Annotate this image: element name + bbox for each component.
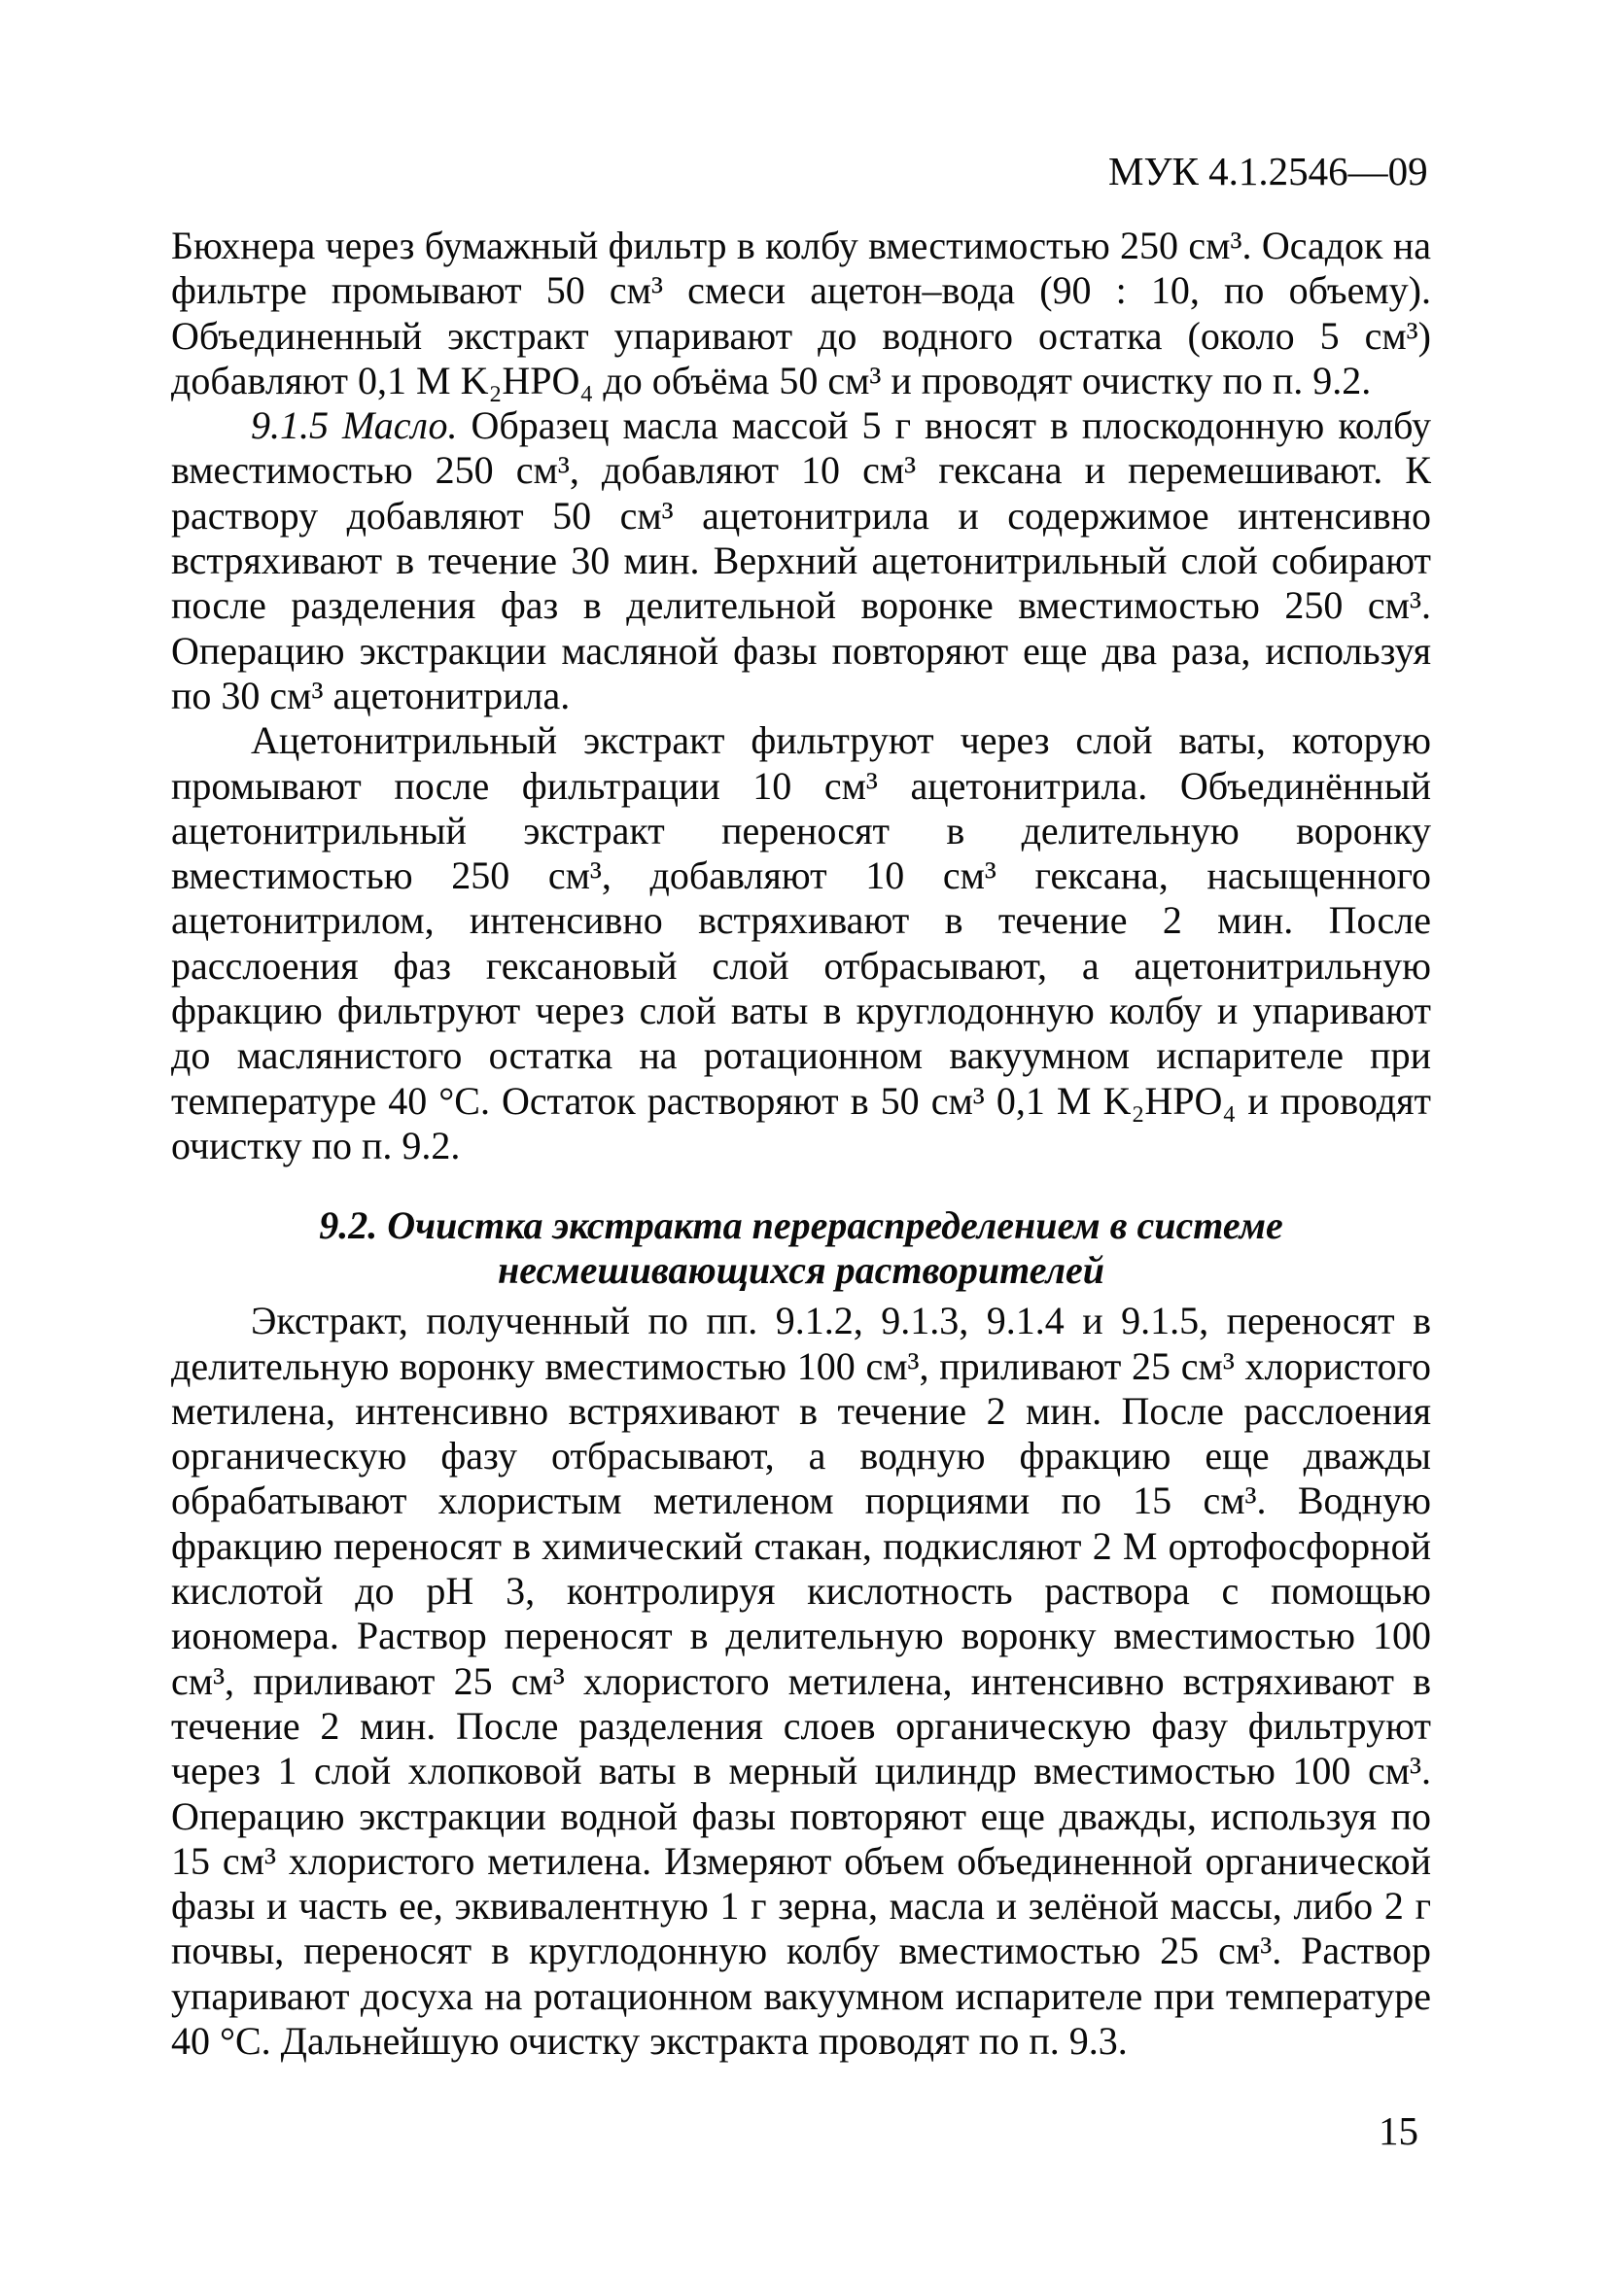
- document-code-header: МУК 4.1.2546—09: [1108, 149, 1428, 193]
- page-number: 15: [1379, 2108, 1418, 2153]
- section-heading-line-1: 9.2. Очистка экстракта перераспределением в системе: [319, 1203, 1283, 1248]
- paragraph-buchner-filtration: Бюхнера через бумажный фильтр в колбу вместимостью 250 см³. Осадок на фильтре промывают 50 см³ смеси ацетон–вода (90 : 10, по объему). Объединенный экстракт упаривают до водного остатка (около 5 см³) добавляют 0,1 М K₂HPO₄ до объёма 50 см³ и проводят очистку по п. 9.2.: [171, 224, 1431, 402]
- paragraph-oil-sample-text: Образец масла массой 5 г вносят в плоскодонную колбу вместимостью 250 см³, добавляют 10 см³ гексана и перемешивают. К раствору добавляют 50 см³ ацетонитрила и содержимое интенсивно встряхивают в течение 30 мин. Верхний ацетонитрильный слой собирают после разделения фаз в делительной воронке вместимостью 250 см³. Операцию экстракции масляной фазы повторяют еще два раза, используя по 30 см³ ацетонитрила.: [171, 403, 1432, 717]
- section-heading: [171, 1203, 1431, 1293]
- paragraph-extract-cleanup: Экстракт, полученный по пп. 9.1.2, 9.1.3, 9.1.4 и 9.1.5, переносят в делительную воронку вместимостью 100 см³, приливают 25 см³ хлористого метилена, интенсивно встряхивают в течение 2 мин. После расслоения органическую фазу отбрасывают, а водную фракцию еще дважды обрабатывают хлористым метиленом порциями по 15 см³. Водную фракцию переносят в химический стакан, подкисляют 2 М ортофосфорной кислотой до pH 3, контролируя кислотность раствора с помощью иономера. Раствор переносят в делительную воронку вместимостью 100 см³, приливают 25 см³ хлористого метилена, интенсивно встряхивают в течение 2 мин. После разделения слоев органическую фазу фильтруют через 1 слой хлопковой ваты в мерный цилиндр вместимостью 100 см³. Операцию экстракции водной фазы повторяют еще дважды, используя по 15 см³ хлористого метилена. Измеряют объем объединенной органической фазы и часть ее, эквивалентную 1 г зерна, масла и зелёной массы, либо 2 г почвы, переносят в круглодонную колбу вместимостью 25 см³. Раствор упаривают досуха на ротационном вакуумном испарителе при температуре 40 °С. Дальнейшую очистку экстракта проводят по п. 9.3.: [171, 1299, 1431, 2063]
- paragraph-acetonitrile-extract: Ацетонитрильный экстракт фильтруют через слой ваты, которую промывают после фильтрации 10 см³ ацетонитрила. Объединённый ацетонитрильный экстракт переносят в делительную воронку вместимостью 250 см³, добавляют 10 см³ гексана, насыщенного ацетонитрилом, интенсивно встряхивают в течение 2 мин. После расслоения фаз гексановый слой отбрасывают, а ацетонитрильную фракцию фильтруют через слой ваты в круглодонную колбу и упаривают до маслянистого остатка на ротационном вакуумном испарителе при температуре 40 °С. Остаток растворяют в 50 см³ 0,1 М K₂HPO₄ и проводят очистку по п. 9.2.: [171, 718, 1431, 1167]
- section-heading-line-2: несмешивающихся растворителей: [498, 1248, 1104, 1293]
- subsection-label-oil: 9.1.5 Масло.: [251, 403, 458, 448]
- document-body: [171, 224, 1431, 2064]
- paragraph-oil-sample: [171, 403, 1431, 718]
